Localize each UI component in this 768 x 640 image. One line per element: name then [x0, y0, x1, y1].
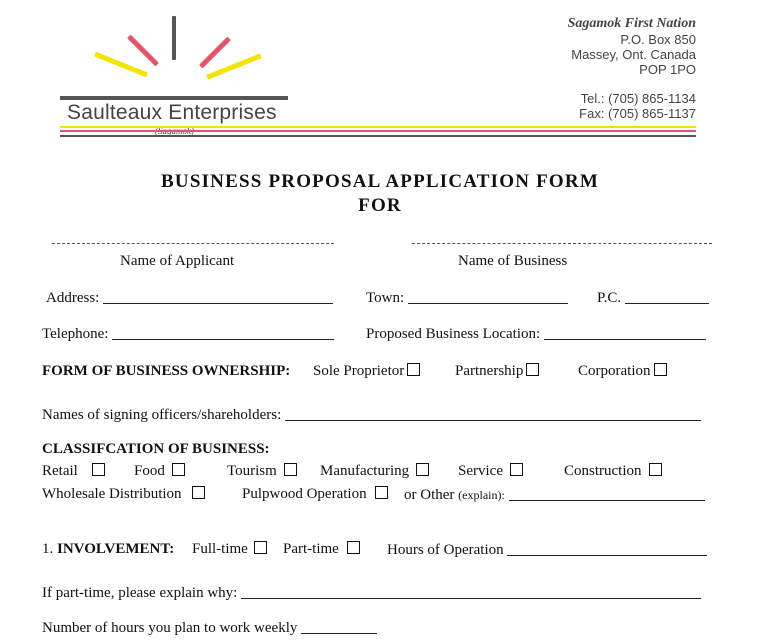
ownership-row [42, 363, 290, 380]
involvement-number: 1. [42, 541, 54, 557]
ownership-heading: FORM OF BUSINESS OWNERSHIP: [42, 363, 291, 379]
signing-row [42, 406, 701, 424]
class-wholesale-checkbox[interactable] [192, 486, 205, 499]
class-retail-checkbox[interactable] [92, 463, 105, 476]
involvement-fulltime-checkbox[interactable] [254, 541, 267, 554]
logo-ray-right-yellow [206, 53, 262, 79]
ownership-corporation-checkbox[interactable] [654, 363, 667, 376]
address-field[interactable] [103, 289, 333, 304]
class-wholesale [42, 486, 205, 503]
weekly-field[interactable] [301, 619, 377, 634]
rule-pink [60, 130, 696, 132]
company-name: Saulteaux Enterprises [67, 101, 277, 124]
ownership-sole-label: Sole Proprietor [313, 363, 405, 379]
class-construction-label: Construction [564, 463, 642, 479]
ownership-sole-checkbox[interactable] [407, 363, 420, 376]
class-other-label: or Other [404, 487, 455, 503]
class-service-checkbox[interactable] [510, 463, 523, 476]
class-food [134, 463, 185, 480]
signing-field[interactable] [285, 406, 701, 421]
business-name-label: Name of Business [458, 253, 568, 269]
class-retail-label: Retail [42, 463, 78, 479]
pc-row [597, 289, 709, 307]
ownership-corporation [578, 363, 667, 380]
form-title [0, 171, 760, 217]
class-pulpwood [242, 486, 388, 503]
ownership-partnership-checkbox[interactable] [526, 363, 539, 376]
ownership-partnership-label: Partnership [455, 363, 524, 379]
hours-field[interactable] [507, 541, 707, 556]
logo-bar [60, 96, 288, 100]
org-address [568, 16, 696, 121]
address-line2: Massey, Ont. Canada [571, 47, 696, 62]
class-wholesale-label: Wholesale Distribution [42, 486, 182, 502]
class-manufacturing [320, 463, 429, 480]
form-title-line1: BUSINESS PROPOSAL APPLICATION FORM [161, 171, 599, 192]
form-title-line2: FOR [358, 195, 402, 216]
classification-heading: CLASSIFCATION OF BUSINESS: [42, 441, 270, 457]
business-name-line[interactable] [412, 243, 712, 244]
class-service [458, 463, 523, 480]
parttime-row [42, 584, 701, 602]
location-label: Proposed Business Location: [366, 326, 541, 342]
signing-label: Names of signing officers/shareholders: [42, 407, 282, 423]
hours-row [387, 541, 707, 559]
involvement-parttime [283, 541, 360, 558]
fax: Fax: (705) 865-1137 [579, 106, 696, 121]
involvement-fulltime-label: Full-time [192, 541, 248, 557]
class-other [404, 486, 705, 504]
class-pulpwood-checkbox[interactable] [375, 486, 388, 499]
address-label: Address: [46, 290, 100, 306]
class-construction [564, 463, 662, 480]
class-other-field[interactable] [509, 486, 705, 501]
location-field[interactable] [544, 325, 706, 340]
location-row [366, 325, 706, 343]
town-label: Town: [366, 290, 405, 306]
involvement-fulltime [192, 541, 267, 558]
applicant-name-line[interactable] [52, 243, 334, 244]
class-food-checkbox[interactable] [172, 463, 185, 476]
logo [55, 10, 295, 140]
pc-field[interactable] [625, 289, 709, 304]
logo-ray-center [172, 16, 176, 60]
class-retail [42, 463, 105, 480]
parttime-field[interactable] [241, 584, 701, 599]
rule-gray [60, 135, 696, 137]
class-tourism-checkbox[interactable] [284, 463, 297, 476]
class-manufacturing-label: Manufacturing [320, 463, 410, 479]
class-tourism [227, 463, 297, 480]
class-manufacturing-checkbox[interactable] [416, 463, 429, 476]
involvement-heading: INVOLVEMENT: [57, 541, 175, 557]
town-field[interactable] [408, 289, 568, 304]
involvement-parttime-checkbox[interactable] [347, 541, 360, 554]
address-line1: P.O. Box 850 [620, 32, 696, 47]
hours-label: Hours of Operation [387, 542, 504, 558]
town-row [366, 289, 568, 307]
class-service-label: Service [458, 463, 503, 479]
logo-ray-left-yellow [94, 52, 148, 78]
telephone-label: Telephone: [42, 326, 109, 342]
class-food-label: Food [134, 463, 165, 479]
class-construction-checkbox[interactable] [649, 463, 662, 476]
telephone-field[interactable] [112, 325, 334, 340]
address-row [46, 289, 333, 307]
tel: Tel.: (705) 865-1134 [580, 91, 696, 106]
weekly-label: Number of hours you plan to work weekly [42, 620, 298, 636]
pc-label: P.C. [597, 290, 622, 306]
ownership-corporation-label: Corporation [578, 363, 651, 379]
applicant-name-label: Name of Applicant [120, 253, 235, 269]
class-tourism-label: Tourism [227, 463, 277, 479]
weekly-row [42, 619, 377, 637]
telephone-row [42, 325, 334, 343]
ownership-partnership [455, 363, 539, 380]
involvement-row [42, 541, 174, 558]
involvement-parttime-label: Part-time [283, 541, 339, 557]
postal-code: POP 1PO [639, 62, 696, 77]
logo-ray-right-pink [199, 37, 231, 69]
parttime-label: If part-time, please explain why: [42, 585, 238, 601]
org-name: Sagamok First Nation [567, 16, 696, 31]
class-pulpwood-label: Pulpwood Operation [242, 486, 367, 502]
rule-yellow [60, 126, 696, 128]
ownership-sole [313, 363, 420, 380]
logo-ray-left-pink [127, 35, 159, 67]
class-other-explain: (explain): [458, 488, 505, 502]
